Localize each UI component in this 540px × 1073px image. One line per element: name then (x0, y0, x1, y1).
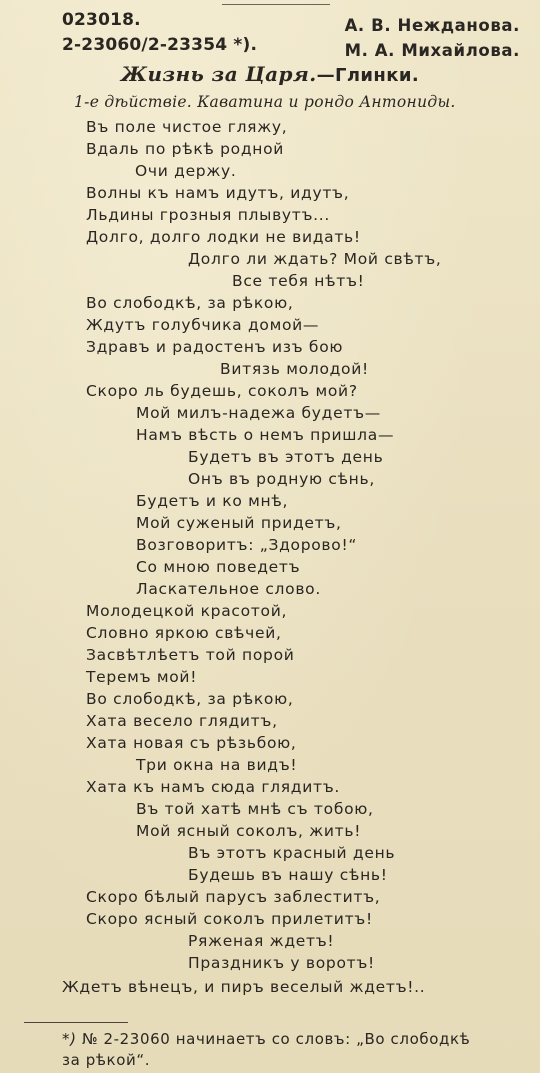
subtitle: 1-е дѣйствіе. Каватина и рондо Антониды. (74, 93, 456, 111)
top-rule (222, 4, 330, 5)
lyric-line: Въ той хатѣ мнѣ съ тобою, (136, 800, 374, 818)
catalog-number: 023018. (62, 10, 141, 30)
lyric-line: Будетъ въ этотъ день (188, 448, 384, 466)
lyric-line: Ждутъ голубчика домой— (86, 316, 320, 334)
lyric-line: Со мною поведетъ (136, 558, 301, 576)
lyric-line: Будешь въ нашу сѣнь! (188, 866, 388, 884)
lyric-line: Скоро ясный соколъ прилетитъ! (86, 910, 373, 928)
lyric-line: Волны къ намъ идутъ, идутъ, (86, 184, 350, 202)
lyric-line: Все тебя нѣтъ! (232, 272, 365, 290)
lyric-line: Онъ въ родную сѣнь, (188, 470, 375, 488)
lyric-line: Въ поле чистое гляжу, (86, 118, 288, 136)
lyric-line: Льдины грозныя плывутъ... (86, 206, 331, 224)
lyric-line: Долго ли ждать? Мой свѣтъ, (188, 250, 442, 268)
lyric-line: Праздникъ у воротъ! (188, 954, 375, 972)
footnote-text-2: за рѣкой“. (62, 1051, 151, 1069)
lyric-line: Ласкательное слово. (136, 580, 321, 598)
singers (345, 13, 520, 63)
lyric-line: Возговоритъ: „Здорово!“ (136, 536, 358, 554)
lyric-line: Мой суженый придетъ, (136, 514, 342, 532)
footnote-line-1 (62, 1029, 518, 1050)
lyric-line: Намъ вѣсть о немъ пришла— (136, 426, 395, 444)
singer-2: М. А. Михайлова. (344, 41, 520, 60)
lyric-line: Засвѣтлѣетъ той порой (86, 646, 295, 664)
lyric-line: Мой ясный соколъ, жить! (136, 822, 362, 840)
singer-1: А. В. Нежданова. (344, 16, 520, 35)
footnote-rule (24, 1022, 128, 1023)
lyric-line: Хата весело глядитъ, (86, 712, 278, 730)
lyric-line: Теремъ мой! (86, 668, 198, 686)
lyric-line: Въ этотъ красный день (188, 844, 396, 862)
page-title (0, 62, 540, 86)
lyric-line: Словно яркою свѣчей, (86, 624, 282, 642)
footnote (62, 1029, 518, 1071)
footnote-text-1: № 2-23060 начинаетъ со словъ: „Во слободкѣ (81, 1030, 471, 1048)
lyric-line: Три окна на видъ! (136, 756, 298, 774)
footnote-marker: *) (62, 1030, 77, 1048)
lyric-line: Скоро бѣлый парусъ заблеститъ, (86, 888, 381, 906)
lyric-line: Во слободкѣ, за рѣкою, (86, 690, 294, 708)
lyric-line: Долго, долго лодки не видать! (86, 228, 361, 246)
lyric-line: Ряженая ждетъ! (188, 932, 335, 950)
lyric-line: Мой милъ-надежа будетъ— (136, 404, 381, 422)
lyric-line: Вдаль по рѣкѣ родной (86, 140, 285, 158)
lyric-line: Хата новая съ рѣзьбою, (86, 734, 297, 752)
catalog-info (62, 8, 257, 58)
record-numbers: 2-23060/2-23354 *). (62, 35, 258, 55)
lyric-line: Очи держу. (135, 162, 237, 180)
lyric-line: Ждетъ вѣнецъ, и пиръ веселый ждетъ!.. (62, 978, 426, 996)
lyric-line: Витязь молодой! (220, 360, 369, 378)
lyric-line: Здравъ и радостенъ изъ бою (86, 338, 344, 356)
lyric-line: Молодецкой красотой, (86, 602, 288, 620)
opera-title: Жизнь за Царя. (120, 62, 317, 86)
lyric-line: Будетъ и ко мнѣ, (136, 492, 289, 510)
lyric-line: Хата къ намъ сюда глядитъ. (86, 778, 340, 796)
lyric-line: Скоро ль будешь, соколъ мой? (86, 382, 358, 400)
lyric-line: Во слободкѣ, за рѣкою, (86, 294, 294, 312)
composer-name: —Глинки. (316, 65, 420, 86)
